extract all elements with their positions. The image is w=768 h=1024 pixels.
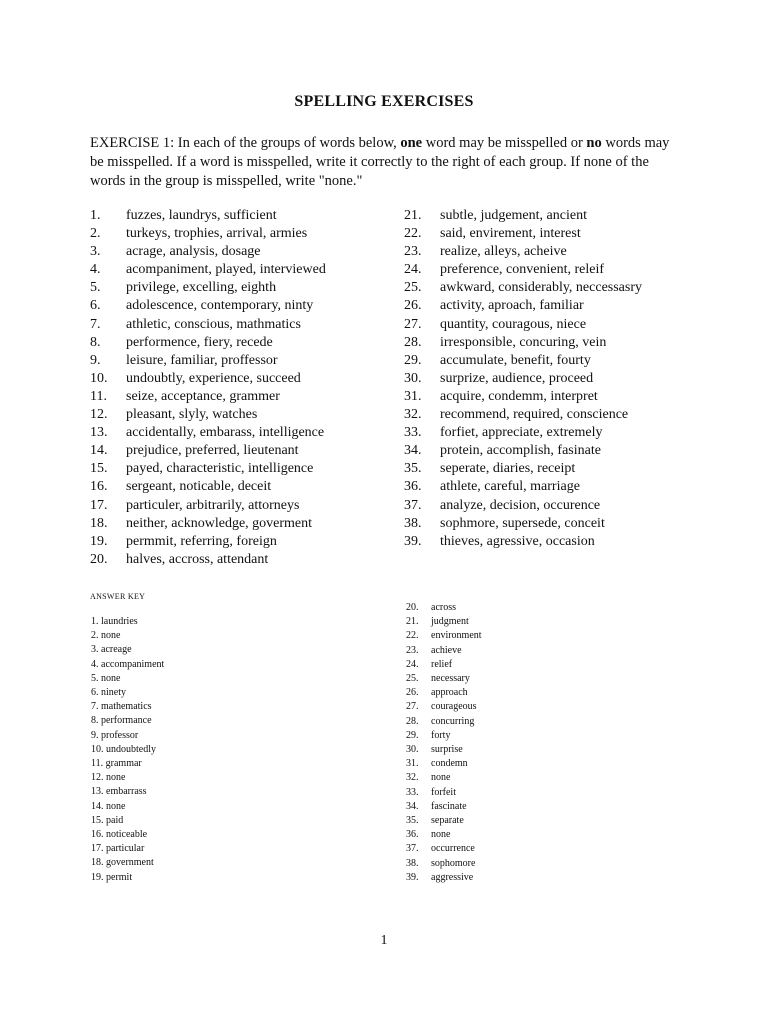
exercise-item	[404, 515, 642, 533]
answer-item-number: 7.	[91, 701, 99, 713]
answer-item-text: grammar	[105, 758, 142, 770]
answer-item-text: none	[431, 772, 451, 784]
answer-item-text: separate	[431, 815, 464, 827]
answer-item-text: particular	[106, 843, 145, 855]
answer-item	[91, 672, 164, 686]
answer-item-number: 29.	[406, 729, 419, 741]
exercise-item	[90, 261, 326, 279]
answer-item	[406, 729, 482, 743]
answer-item	[406, 644, 482, 658]
answer-item-number: 21.	[406, 616, 419, 628]
answer-item-text: approach	[431, 687, 468, 699]
answer-item	[406, 771, 482, 785]
answer-key-heading: ANSWER KEY	[90, 592, 146, 601]
answer-item-text: necessary	[431, 673, 470, 685]
exercise-item-number: 37.	[404, 497, 422, 513]
answer-item-text: condemn	[431, 758, 468, 770]
answer-item-number: 32.	[406, 772, 419, 784]
exercise-item	[404, 352, 642, 370]
exercise-item	[404, 370, 642, 388]
answer-item-text: none	[106, 800, 126, 812]
exercise-item-text: accumulate, benefit, fourty	[440, 352, 591, 368]
answer-item-number: 20.	[406, 602, 419, 613]
exercise-item-text: seperate, diaries, receipt	[440, 461, 576, 477]
answer-item	[91, 658, 164, 672]
answer-item	[91, 629, 164, 643]
exercise-item-text: permmit, referring, foreign	[126, 533, 277, 549]
answer-item-number: 37.	[406, 843, 419, 855]
answer-item-number: 33.	[406, 786, 419, 798]
answer-item-text: noticeable	[106, 829, 148, 841]
answer-item-text: laundries	[101, 616, 138, 627]
answer-item-text: permit	[106, 871, 133, 883]
exercise-item-number: 28.	[404, 334, 422, 350]
answer-item-text: sophomore	[431, 857, 476, 869]
exercise-item-number: 29.	[404, 352, 422, 368]
answer-item-number: 14.	[91, 800, 104, 812]
exercise-item	[404, 406, 642, 424]
exercise-item	[90, 442, 326, 460]
exercise-item	[90, 551, 326, 569]
answer-item-number: 24.	[406, 658, 419, 670]
exercise-item-number: 15.	[90, 461, 108, 477]
exercise-list-left	[90, 207, 326, 569]
answer-item-number: 23.	[406, 644, 419, 656]
answer-item-text: forfeit	[431, 786, 456, 798]
exercise-item-number: 14.	[90, 443, 108, 459]
exercise-item-text: awkward, considerably, neccessasry	[440, 280, 643, 296]
exercise-item-text: acquire, condemm, interpret	[440, 388, 598, 404]
answer-item	[91, 743, 164, 757]
answer-item-text: acreage	[101, 644, 132, 656]
answer-item-number: 25.	[406, 673, 419, 685]
exercise-list-right	[404, 207, 642, 551]
exercise-item-text: prejudice, preferred, lieutenant	[126, 443, 299, 459]
exercise-item-number: 31.	[404, 388, 422, 404]
answer-item	[406, 857, 482, 871]
exercise-item-number: 38.	[404, 515, 422, 531]
exercise-item-text: quantity, couragous, niece	[440, 316, 587, 332]
exercise-item	[404, 442, 642, 460]
answer-item	[406, 842, 482, 856]
exercise-item-number: 35.	[404, 461, 422, 477]
exercise-item-text: neither, acknowledge, goverment	[126, 515, 313, 531]
answer-item-text: environment	[431, 630, 482, 642]
answer-item	[91, 814, 164, 828]
answer-item-text: courageous	[431, 701, 477, 713]
exercise-item-text: irresponsible, concuring, vein	[440, 334, 607, 350]
exercise-item-number: 20.	[90, 551, 108, 567]
answer-item	[406, 672, 482, 686]
answer-item	[91, 686, 164, 700]
answer-item-number: 3.	[91, 644, 99, 656]
answer-item-text: judgment	[431, 616, 469, 628]
exercise-item-number: 1.	[90, 208, 101, 223]
exercise-item-number: 26.	[404, 298, 422, 314]
answer-item-text: surprise	[431, 744, 463, 756]
answer-item	[406, 828, 482, 842]
exercise-item-number: 5.	[90, 280, 101, 296]
answer-item	[406, 743, 482, 757]
exercise-item	[90, 424, 326, 442]
answer-item-number: 31.	[406, 758, 419, 770]
exercise-item-number: 19.	[90, 533, 108, 549]
exercise-item-number: 7.	[90, 316, 101, 332]
answer-item-text: fascinate	[431, 800, 467, 812]
answer-item	[91, 757, 164, 771]
exercise-item-number: 24.	[404, 262, 422, 278]
answer-item	[91, 615, 164, 629]
exercise-item-number: 11.	[90, 388, 107, 404]
exercise-item-text: particuler, arbitrarily, attorneys	[126, 497, 300, 513]
answer-item-number: 12.	[91, 772, 104, 784]
exercise-item	[90, 370, 326, 388]
exercise-item-text: fuzzes, laundrys, sufficient	[126, 208, 277, 223]
exercise-item	[90, 297, 326, 315]
answer-item	[91, 643, 164, 657]
answer-item-number: 26.	[406, 687, 419, 699]
answer-item-text: undoubtedly	[106, 743, 156, 755]
exercise-item-text: athletic, conscious, mathmatics	[126, 316, 301, 332]
answer-item-number: 35.	[406, 815, 419, 827]
exercise-item-number: 16.	[90, 479, 108, 495]
exercise-item	[90, 225, 326, 243]
answer-item-number: 28.	[406, 715, 419, 727]
exercise-item	[90, 352, 326, 370]
answer-item-number: 8.	[91, 715, 99, 727]
answer-item-number: 13.	[91, 786, 104, 798]
answer-key-list-left	[91, 615, 164, 885]
exercise-item	[404, 497, 642, 515]
exercise-item-text: surprize, audience, proceed	[440, 370, 594, 386]
answer-item-number: 9.	[91, 729, 99, 741]
exercise-item-number: 12.	[90, 407, 108, 423]
answer-item-number: 11.	[91, 758, 104, 770]
answer-item	[91, 871, 164, 885]
answer-item-number: 15.	[91, 814, 104, 826]
exercise-item-text: accidentally, embarass, intelligence	[126, 425, 325, 441]
answer-item-number: 1.	[91, 616, 99, 627]
exercise-item-text: realize, alleys, acheive	[440, 244, 567, 260]
exercise-item-text: analyze, decision, occurence	[440, 497, 601, 513]
exercise-item-number: 32.	[404, 407, 422, 423]
answer-item	[406, 800, 482, 814]
answer-item-number: 10.	[91, 743, 104, 755]
answer-item-number: 2.	[91, 630, 99, 642]
page-title: SPELLING EXERCISES	[294, 93, 474, 110]
exercise-item-text: acompaniment, played, interviewed	[126, 262, 326, 278]
exercise-item-text: leisure, familiar, proffessor	[126, 352, 278, 368]
page-number: 1	[380, 933, 388, 948]
exercise-item-text: undoubtly, experience, succeed	[126, 370, 301, 386]
exercise-item-text: forfiet, appreciate, extremely	[440, 425, 603, 441]
exercise-item	[404, 533, 642, 551]
exercise-item-text: payed, characteristic, intelligence	[126, 461, 314, 477]
exercise-item	[404, 297, 642, 315]
exercise-item-text: sophmore, supersede, conceit	[440, 515, 605, 531]
answer-item	[406, 786, 482, 800]
instructions-lead: EXERCISE 1: In each of the groups of words below,	[90, 135, 401, 151]
instructions-mid: word may be misspelled or	[422, 135, 587, 151]
exercise-item	[404, 279, 642, 297]
exercise-item	[404, 388, 642, 406]
answer-item	[91, 729, 164, 743]
exercise-item-text: seize, acceptance, grammer	[126, 388, 280, 404]
answer-key-list-right	[406, 601, 482, 885]
exercise-item-number: 30.	[404, 370, 422, 386]
exercise-item	[90, 478, 326, 496]
exercise-item	[90, 497, 326, 515]
answer-item	[91, 771, 164, 785]
exercise-item-text: adolescence, contemporary, ninty	[126, 298, 314, 314]
answer-item-text: professor	[101, 729, 139, 741]
answer-item-number: 27.	[406, 701, 419, 713]
answer-item-number: 4.	[91, 658, 99, 670]
exercise-item-text: protein, accomplish, fasinate	[440, 443, 601, 459]
answer-item-text: government	[106, 857, 154, 869]
answer-item-text: mathematics	[101, 701, 152, 713]
answer-item	[91, 800, 164, 814]
exercise-item-number: 17.	[90, 497, 108, 513]
answer-item	[406, 601, 482, 615]
exercise-item-text: privilege, excelling, eighth	[126, 280, 277, 296]
answer-item	[406, 700, 482, 714]
exercise-item-text: subtle, judgement, ancient	[440, 208, 587, 223]
answer-item-text: paid	[106, 814, 124, 826]
answer-item-text: none	[106, 772, 126, 784]
answer-item-number: 30.	[406, 744, 419, 756]
answer-item-text: none	[101, 630, 121, 642]
exercise-item-number: 39.	[404, 533, 422, 549]
answer-item	[406, 658, 482, 672]
answer-item-number: 22.	[406, 630, 419, 642]
answer-item	[91, 714, 164, 728]
exercise-item-number: 18.	[90, 515, 108, 531]
answer-item-number: 19.	[91, 871, 104, 883]
answer-item-number: 17.	[91, 843, 104, 855]
exercise-item	[404, 478, 642, 496]
answer-item-text: aggressive	[431, 871, 474, 883]
answer-item-number: 5.	[91, 672, 99, 684]
exercise-item-text: halves, accross, attendant	[126, 551, 269, 567]
exercise-item-number: 34.	[404, 443, 422, 459]
answer-item-number: 36.	[406, 829, 419, 841]
exercise-item	[90, 279, 326, 297]
answer-item-text: across	[431, 602, 456, 613]
answer-item	[91, 828, 164, 842]
exercise-item-text: activity, aproach, familiar	[440, 298, 584, 314]
exercise-item-number: 27.	[404, 316, 422, 332]
exercise-item	[90, 334, 326, 352]
exercise-item	[90, 388, 326, 406]
answer-item	[91, 700, 164, 714]
answer-item-text: forty	[431, 729, 451, 741]
answer-item-text: none	[101, 672, 121, 684]
answer-item	[406, 715, 482, 729]
exercise-item	[90, 316, 326, 334]
answer-item-text: occurrence	[431, 843, 475, 855]
answer-item-number: 18.	[91, 857, 104, 869]
exercise-item-text: sergeant, noticable, deceit	[126, 479, 272, 495]
exercise-item	[90, 406, 326, 424]
exercise-item	[404, 225, 642, 243]
exercise-item-text: performence, fiery, recede	[126, 334, 273, 350]
answer-item	[406, 757, 482, 771]
exercise-item	[90, 460, 326, 478]
exercise-item-text: athlete, careful, marriage	[440, 479, 580, 495]
exercise-item-text: acrage, analysis, dosage	[126, 244, 261, 260]
exercise-instructions	[90, 134, 680, 191]
answer-item-text: performance	[101, 715, 152, 727]
exercise-item	[404, 334, 642, 352]
answer-item-number: 38.	[406, 857, 419, 869]
answer-item-text: relief	[431, 658, 453, 670]
instructions-emphasis-no: no	[586, 135, 602, 151]
answer-item-number: 34.	[406, 800, 419, 812]
answer-item	[91, 856, 164, 870]
exercise-item-text: thieves, agressive, occasion	[440, 533, 595, 549]
answer-item	[406, 814, 482, 828]
exercise-item-text: turkeys, trophies, arrival, armies	[126, 226, 308, 242]
exercise-item-text: said, envirement, interest	[440, 226, 581, 242]
answer-item	[406, 615, 482, 629]
exercise-item-text: recommend, required, conscience	[440, 407, 629, 423]
answer-item	[91, 842, 164, 856]
instructions-emphasis-one: one	[400, 135, 423, 151]
exercise-item-number: 10.	[90, 370, 108, 386]
exercise-item	[90, 243, 326, 261]
exercise-item	[90, 533, 326, 551]
exercise-item-number: 21.	[404, 208, 422, 223]
exercise-item-number: 8.	[90, 334, 101, 350]
answer-item-text: concurring	[431, 715, 475, 727]
exercise-item-number: 9.	[90, 352, 101, 368]
exercise-item	[404, 243, 642, 261]
answer-item	[91, 785, 164, 799]
exercise-item	[90, 207, 326, 225]
exercise-item-number: 4.	[90, 262, 101, 278]
exercise-item	[404, 424, 642, 442]
exercise-item-number: 6.	[90, 298, 101, 314]
exercise-item-number: 2.	[90, 226, 101, 242]
exercise-item-number: 23.	[404, 244, 422, 260]
answer-item	[406, 629, 482, 643]
exercise-item-number: 22.	[404, 226, 422, 242]
exercise-item-number: 25.	[404, 280, 422, 296]
answer-item-text: none	[431, 829, 451, 841]
answer-item-text: embarrass	[106, 786, 147, 798]
exercise-item	[404, 316, 642, 334]
answer-item	[406, 871, 482, 885]
exercise-item-number: 33.	[404, 425, 422, 441]
exercise-item	[404, 207, 642, 225]
answer-item-number: 16.	[91, 829, 104, 841]
answer-item-text: ninety	[101, 687, 126, 699]
answer-item-number: 6.	[91, 687, 99, 699]
answer-item-text: achieve	[431, 644, 462, 656]
answer-item-text: accompaniment	[101, 658, 165, 670]
exercise-item-number: 36.	[404, 479, 422, 495]
exercise-item	[90, 515, 326, 533]
instructions-tail: words may be misspelled. If a word is misspelled, write it correctly to the right of each group. If none of the words in the group is misspelled, write "none."	[90, 135, 670, 189]
exercise-item-number: 3.	[90, 244, 101, 260]
answer-item	[406, 686, 482, 700]
exercise-item-text: pleasant, slyly, watches	[126, 407, 258, 423]
answer-item-number: 39.	[406, 871, 419, 883]
exercise-item	[404, 460, 642, 478]
exercise-item-number: 13.	[90, 425, 108, 441]
exercise-item	[404, 261, 642, 279]
exercise-item-text: preference, convenient, releif	[440, 262, 605, 278]
